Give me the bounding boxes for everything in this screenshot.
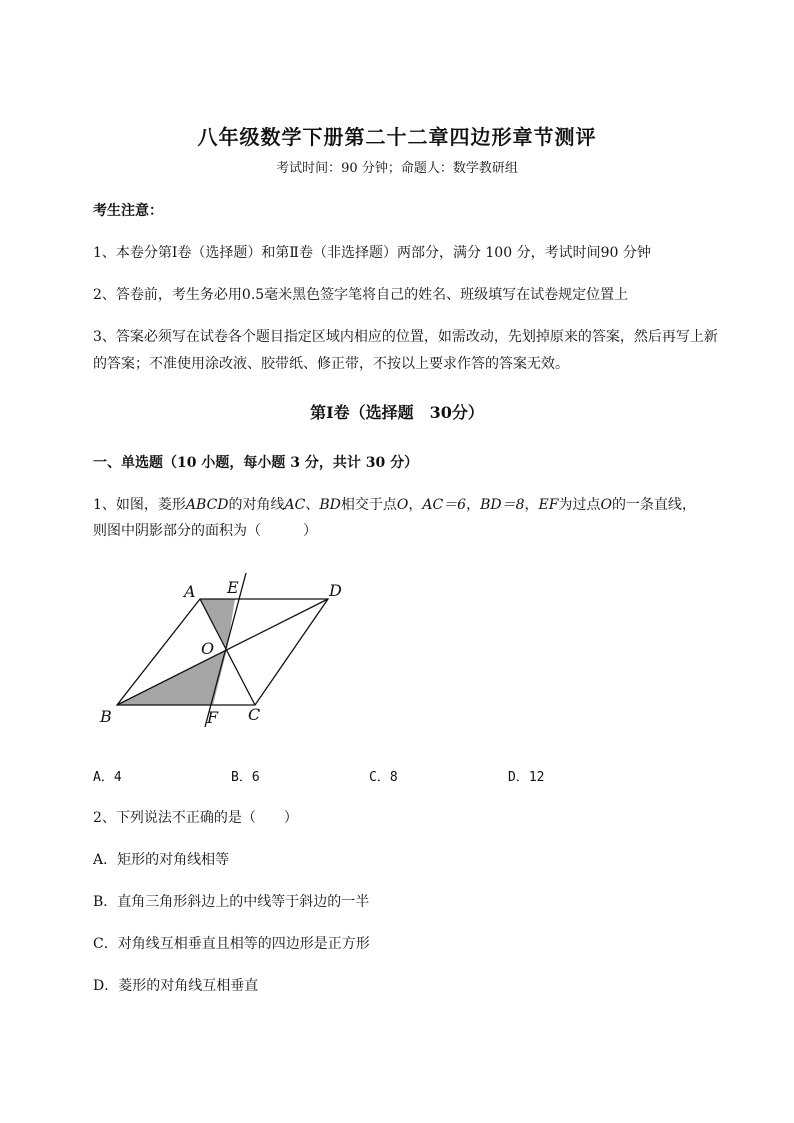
q1-option-c[interactable]: C．8 bbox=[369, 770, 398, 785]
notice-item-3: 3、答案必须写在试卷各个题目指定区域内相应的位置，如需改动，先划掉原来的答案，然后再写上新 bbox=[93, 329, 718, 345]
label-a: A bbox=[184, 582, 196, 601]
label-b: B bbox=[100, 707, 112, 726]
q1-var-ef: EF bbox=[538, 497, 559, 513]
q2-stem: 2、下列说法不正确的是（ ） bbox=[93, 810, 298, 826]
q1-text: ， bbox=[408, 497, 423, 513]
part1-title: 第Ⅰ卷（选择题 30分） bbox=[310, 403, 484, 422]
q2-option-d[interactable]: D．菱形的对角线互相垂直 bbox=[93, 978, 259, 994]
q2-option-a[interactable]: A．矩形的对角线相等 bbox=[93, 852, 230, 868]
label-f: F bbox=[207, 708, 219, 727]
q1-option-b[interactable]: B．6 bbox=[231, 770, 260, 785]
q1-var-bd: BD bbox=[319, 497, 341, 513]
rhombus-figure bbox=[85, 565, 365, 735]
q1-stem-line2: 则图中阴影部分的面积为（ ） bbox=[93, 523, 317, 539]
q1-text: 为过点 bbox=[558, 497, 601, 513]
q1-var-o: O bbox=[396, 497, 409, 513]
q1-eq-bd: BD＝8 bbox=[480, 497, 525, 513]
label-e: E bbox=[227, 578, 239, 597]
q1-text: 的一条直线， bbox=[611, 497, 696, 513]
section-heading: 一、单选题（10 小题，每小题 3 分，共计 30 分） bbox=[93, 455, 419, 471]
q1-text: 1、如图，菱形 bbox=[93, 497, 186, 513]
q1-stem-line1 bbox=[93, 494, 696, 514]
q1-text: 的对角线 bbox=[228, 497, 285, 513]
q1-eq-ac: AC＝6 bbox=[422, 497, 467, 513]
q1-option-a[interactable]: A．4 bbox=[93, 770, 122, 785]
q1-var-ac: AC bbox=[284, 497, 306, 513]
q1-var-o2: O bbox=[600, 497, 612, 513]
notice-item-1: 1、本卷分第Ⅰ卷（选择题）和第Ⅱ卷（非选择题）两部分，满分 100 分，考试时间90 分钟 bbox=[93, 245, 651, 261]
label-o: O bbox=[201, 639, 215, 658]
label-c: C bbox=[248, 705, 261, 724]
notice-heading: 考生注意： bbox=[93, 203, 163, 219]
q1-text: ， bbox=[524, 497, 539, 513]
notice-item-3-cont: 的答案；不准使用涂改液、胶带纸、修正带，不按以上要求作答的答案无效。 bbox=[93, 356, 569, 372]
notice-item-2: 2、答卷前，考生务必用0.5毫米黑色签字笔将自己的姓名、班级填写在试卷规定位置上 bbox=[93, 287, 629, 303]
q1-text: 相交于点 bbox=[340, 497, 397, 513]
q1-text: 、 bbox=[305, 497, 320, 513]
q2-option-c[interactable]: C．对角线互相垂直且相等的四边形是正方形 bbox=[93, 936, 370, 952]
q1-var-abcd: ABCD bbox=[185, 497, 229, 513]
q2-option-b[interactable]: B．直角三角形斜边上的中线等于斜边的一半 bbox=[93, 894, 370, 910]
q1-option-d[interactable]: D．12 bbox=[508, 770, 545, 785]
exam-subtitle: 考试时间：90 分钟；命题人：数学教研组 bbox=[276, 161, 518, 176]
q1-text: ， bbox=[466, 497, 481, 513]
label-d: D bbox=[329, 581, 342, 600]
exam-title: 八年级数学下册第二十二章四边形章节测评 bbox=[197, 125, 597, 149]
